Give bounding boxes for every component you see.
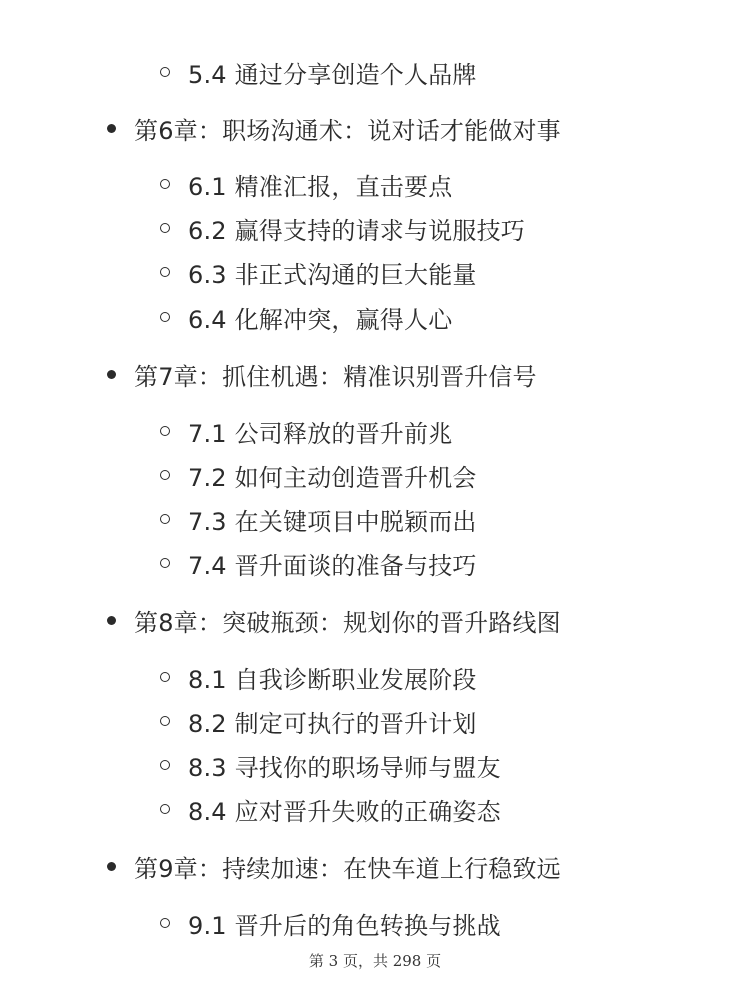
toc-section-item	[160, 411, 452, 451]
page-number-footer: 第 3 页，共 298 页	[308, 952, 442, 970]
circle-bullet-icon	[160, 179, 170, 189]
toc-item-text: 第8章：突破瓶颈：规划你的晋升路线图	[134, 608, 561, 637]
toc-section-item	[160, 701, 477, 741]
circle-bullet-icon	[160, 470, 170, 480]
toc-item-text: 6.3 非正式沟通的巨大能量	[188, 260, 477, 289]
toc-item-text: 第6章：职场沟通术：说对话才能做对事	[134, 116, 561, 145]
circle-bullet-icon	[160, 918, 170, 928]
disc-bullet-icon	[107, 616, 116, 625]
circle-bullet-icon	[160, 804, 170, 814]
toc-item-text: 8.3 寻找你的职场导师与盟友	[188, 753, 501, 782]
toc-chapter-item	[107, 108, 561, 148]
toc-chapter-item	[107, 600, 561, 640]
circle-bullet-icon	[160, 716, 170, 726]
toc-item-text: 6.2 赢得支持的请求与说服技巧	[188, 216, 525, 245]
toc-item-text: 8.2 制定可执行的晋升计划	[188, 709, 477, 738]
toc-item-text: 8.4 应对晋升失败的正确姿态	[188, 797, 501, 826]
circle-bullet-icon	[160, 267, 170, 277]
toc-item-text: 7.4 晋升面谈的准备与技巧	[188, 551, 477, 580]
circle-bullet-icon	[160, 514, 170, 524]
toc-section-item	[160, 499, 477, 539]
toc-section-item	[160, 903, 501, 943]
toc-item-text: 9.1 晋升后的角色转换与挑战	[188, 911, 501, 940]
toc-item-text: 8.1 自我诊断职业发展阶段	[188, 665, 477, 694]
circle-bullet-icon	[160, 426, 170, 436]
toc-item-text: 6.4 化解冲突，赢得人心	[188, 305, 453, 334]
toc-item-text: 6.1 精准汇报，直击要点	[188, 172, 453, 201]
toc-section-item	[160, 789, 501, 829]
toc-section-item	[160, 543, 477, 583]
disc-bullet-icon	[107, 370, 116, 379]
toc-item-text: 7.2 如何主动创造晋升机会	[188, 463, 477, 492]
toc-section-item	[160, 657, 477, 697]
toc-item-text: 7.1 公司释放的晋升前兆	[188, 419, 453, 448]
toc-section-item	[160, 164, 452, 204]
toc-item-text: 第9章：持续加速：在快车道上行稳致远	[134, 854, 561, 883]
circle-bullet-icon	[160, 67, 170, 77]
toc-section-item	[160, 745, 501, 785]
circle-bullet-icon	[160, 672, 170, 682]
circle-bullet-icon	[160, 312, 170, 322]
toc-section-item	[160, 208, 525, 248]
toc-section-item	[160, 297, 452, 337]
disc-bullet-icon	[107, 124, 116, 133]
toc-item-text: 5.4 通过分享创造个人品牌	[188, 60, 477, 89]
toc-chapter-item	[107, 354, 537, 394]
circle-bullet-icon	[160, 223, 170, 233]
circle-bullet-icon	[160, 558, 170, 568]
disc-bullet-icon	[107, 862, 116, 871]
toc-item-text: 7.3 在关键项目中脱颖而出	[188, 507, 477, 536]
toc-section-item	[160, 252, 477, 292]
circle-bullet-icon	[160, 760, 170, 770]
toc-item-text: 第7章：抓住机遇：精准识别晋升信号	[134, 362, 537, 391]
toc-section-item	[160, 455, 477, 495]
toc-section-item	[160, 52, 477, 92]
toc-chapter-item	[107, 846, 561, 886]
